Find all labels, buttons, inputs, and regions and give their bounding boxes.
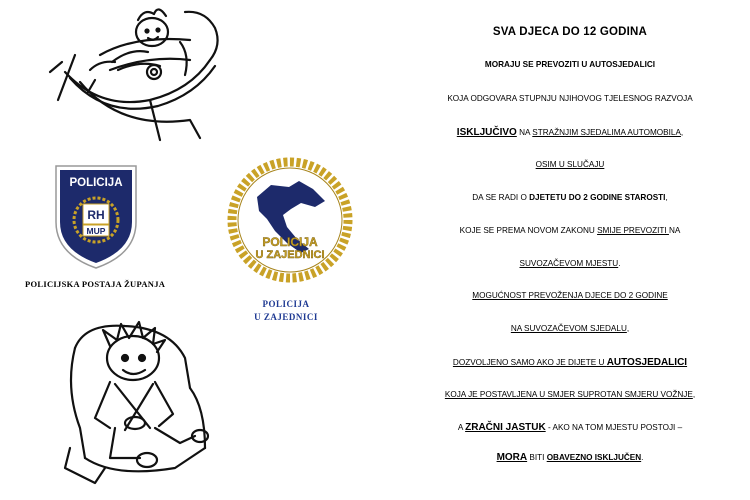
text-line-12 bbox=[405, 390, 735, 399]
text-line-13-a: A bbox=[457, 423, 466, 432]
text-line-13-c: - AKO NA TOM MJESTU POSTOJI – bbox=[545, 423, 683, 432]
badge-middle-text: RH bbox=[87, 208, 105, 222]
text-line-2: MORAJU SE PREVOZITI U AUTOSJEDALICI bbox=[484, 60, 656, 69]
text-line-6-b: DJETETU DO 2 GODINE STAROSTI bbox=[529, 193, 666, 202]
text-line-8 bbox=[405, 259, 735, 268]
station-caption: POLICIJSKA POSTAJA ŽUPANJA bbox=[25, 279, 166, 289]
text-line-8-a: SUVOZAČEVOM MJESTU bbox=[519, 259, 619, 268]
text-line-10-a: NA SUVOZAČEVOM SJEDALU bbox=[510, 324, 627, 333]
baby-carrier-illustration bbox=[40, 0, 230, 150]
text-line-6-a: DA SE RADI O bbox=[472, 193, 530, 202]
community-caption-line2: U ZAJEDNICI bbox=[254, 312, 318, 322]
text-line-13-b: ZRAČNI JASTUK bbox=[465, 422, 546, 433]
text-line-4-c: STRAŽNJIM SJEDALIMA AUTOMOBILA bbox=[532, 128, 681, 137]
text-line-11 bbox=[405, 357, 735, 368]
text-line-12-b: , bbox=[692, 390, 696, 399]
text-line-9: MOGUĆNOST PREVOŽENJA DJECE DO 2 GODINE bbox=[472, 291, 668, 300]
text-line-3: KOJA ODGOVARA STUPNJU NJIHOVOG TJELESNOG RAZVOJA bbox=[447, 94, 693, 103]
text-line-11-b: AUTOSJEDALICI bbox=[606, 357, 688, 368]
text-line-10-b: , bbox=[626, 324, 630, 333]
text-line-7 bbox=[405, 226, 735, 235]
text-line-14-c: OBAVEZNO ISKLJUČEN bbox=[546, 453, 642, 462]
community-caption bbox=[240, 298, 332, 324]
title-line: SVA DJECA DO 12 GODINA bbox=[492, 26, 648, 38]
child-car-seat-illustration bbox=[55, 318, 230, 488]
text-line-5: OSIM U SLUČAJU bbox=[535, 160, 605, 169]
badge-top-text: POLICIJA bbox=[69, 177, 123, 189]
community-police-seal bbox=[227, 157, 353, 283]
badge-bottom-text: MUP bbox=[86, 226, 106, 236]
text-line-4 bbox=[405, 127, 735, 138]
text-line-14-b: BITI bbox=[527, 453, 547, 462]
text-line-14-a: MORA bbox=[496, 452, 528, 463]
text-line-7-a: KOJE SE PREMA NOVOM ZAKONU bbox=[459, 226, 598, 235]
mup-police-badge bbox=[52, 162, 140, 272]
text-line-6 bbox=[405, 193, 735, 202]
text-line-14 bbox=[405, 452, 735, 463]
text-line-8-b: . bbox=[618, 259, 621, 268]
text-line-14-d: . bbox=[641, 453, 644, 462]
text-line-13 bbox=[405, 422, 735, 433]
text-line-10 bbox=[405, 324, 735, 333]
text-line-4-b: NA bbox=[516, 128, 533, 137]
community-caption-line1: POLICIJA bbox=[262, 299, 310, 309]
text-line-4-a: ISKLJUČIVO bbox=[456, 127, 517, 138]
seal-line1: POLICIJA bbox=[262, 235, 318, 249]
text-line-6-c: , bbox=[665, 193, 668, 202]
text-line-7-c: NA bbox=[668, 226, 681, 235]
text-line-7-b: SMIJE PREVOZITI bbox=[597, 226, 669, 235]
text-line-11-a: DOZVOLJENO SAMO AKO JE DIJETE U bbox=[452, 358, 607, 367]
text-line-12-a: KOJA JE POSTAVLJENA U SMJER SUPROTAN SMJERU VOŽNJE bbox=[444, 390, 693, 399]
text-line-4-d: , bbox=[680, 128, 684, 137]
seal-line2: U ZAJEDNICI bbox=[255, 249, 325, 261]
